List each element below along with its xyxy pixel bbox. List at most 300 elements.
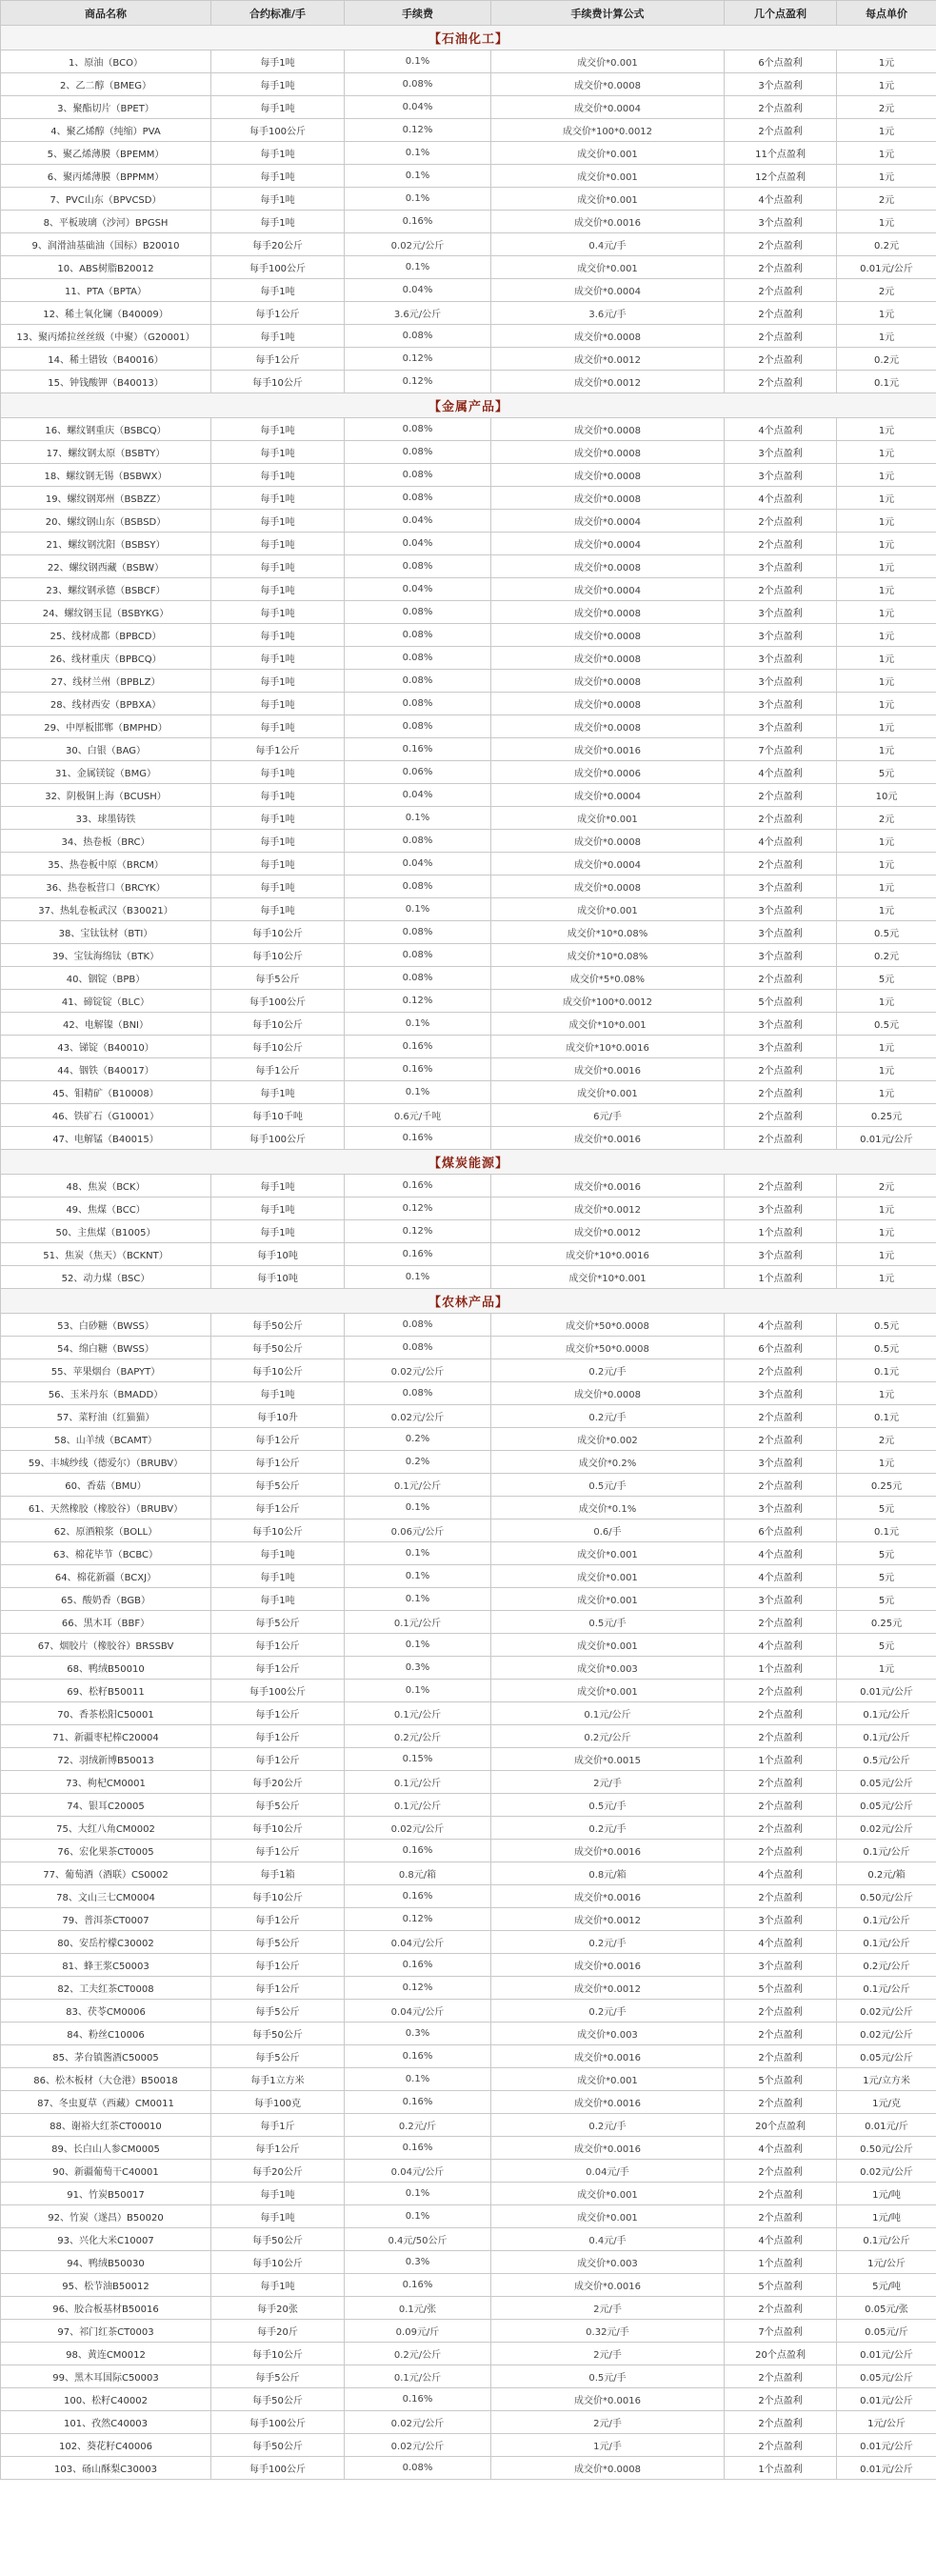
fee-cell: 0.08% [345, 647, 491, 670]
fee-formula-cell: 1元/手 [491, 2434, 725, 2457]
fee-cell: 0.2元/公斤 [345, 1725, 491, 1748]
table-row [1, 2297, 936, 2320]
product-name-cell: 34、热卷板（BRC） [1, 830, 211, 853]
product-name-cell: 71、新疆枣杞棒C20004 [1, 1725, 211, 1748]
fee-formula-cell: 成交价*0.0008 [491, 670, 725, 693]
product-name-cell: 5、聚乙烯薄膜（BPEMM） [1, 142, 211, 165]
unit-price-cell: 1元 [837, 418, 936, 441]
table-row [1, 2365, 936, 2388]
unit-price-cell: 1元 [837, 1657, 936, 1680]
fee-cell: 0.16% [345, 1058, 491, 1081]
fee-formula-cell: 0.2元/手 [491, 1405, 725, 1428]
contract-standard-cell: 每手1吨 [211, 1175, 345, 1197]
fee-formula-cell: 成交价*0.0008 [491, 830, 725, 853]
profit-points-cell: 3个点盈利 [725, 898, 837, 921]
fee-cell: 0.02元/公斤 [345, 233, 491, 256]
fee-formula-cell: 成交价*10*0.001 [491, 1013, 725, 1036]
fee-cell: 0.6元/千吨 [345, 1104, 491, 1127]
fee-formula-cell: 成交价*0.0008 [491, 715, 725, 738]
unit-price-cell: 0.02元/公斤 [837, 2160, 936, 2183]
product-name-cell: 60、香菇（BMU） [1, 1474, 211, 1497]
contract-standard-cell: 每手100公斤 [211, 2411, 345, 2434]
contract-standard-cell: 每手1吨 [211, 1197, 345, 1220]
fee-cell: 0.1% [345, 1081, 491, 1104]
profit-points-cell: 2个点盈利 [725, 1794, 837, 1817]
fee-cell: 0.08% [345, 1314, 491, 1337]
unit-price-cell: 0.1元/公斤 [837, 1702, 936, 1725]
fee-cell: 0.08% [345, 693, 491, 715]
product-name-cell: 86、松木板材（大仓港）B50018 [1, 2068, 211, 2091]
product-name-cell: 90、新疆葡萄干C40001 [1, 2160, 211, 2183]
profit-points-cell: 4个点盈利 [725, 1314, 837, 1337]
product-name-cell: 32、阴极铜上海（BCUSH） [1, 784, 211, 807]
table-row [1, 1977, 936, 2000]
table-row [1, 853, 936, 875]
contract-standard-cell: 每手10公斤 [211, 1885, 345, 1908]
profit-points-cell: 3个点盈利 [725, 1588, 837, 1611]
table-row [1, 441, 936, 464]
contract-standard-cell: 每手50公斤 [211, 2434, 345, 2457]
fee-cell: 0.1% [345, 1634, 491, 1657]
product-name-cell: 13、聚丙烯拉丝丝级（中聚）（G20001） [1, 325, 211, 348]
product-name-cell: 53、白砂糖（BWSS） [1, 1314, 211, 1337]
fee-formula-cell: 成交价*0.001 [491, 142, 725, 165]
contract-standard-cell: 每手1斤 [211, 2114, 345, 2137]
unit-price-cell: 1元 [837, 1081, 936, 1104]
contract-standard-cell: 每手1吨 [211, 1081, 345, 1104]
unit-price-cell: 5元 [837, 1565, 936, 1588]
table-row [1, 1243, 936, 1266]
product-name-cell: 9、润滑油基础油（国标）B20010 [1, 233, 211, 256]
fee-cell: 0.1% [345, 1680, 491, 1702]
contract-standard-cell: 每手1吨 [211, 165, 345, 188]
contract-standard-cell: 每手100公斤 [211, 1127, 345, 1150]
fee-formula-cell: 成交价*0.0008 [491, 1382, 725, 1405]
unit-price-cell: 1元 [837, 670, 936, 693]
fee-cell: 0.04% [345, 578, 491, 601]
contract-standard-cell: 每手1立方米 [211, 2068, 345, 2091]
fee-cell: 0.08% [345, 555, 491, 578]
product-name-cell: 8、平板玻璃（沙河）BPGSH [1, 211, 211, 233]
product-name-cell: 18、螺纹钢无锡（BSBWX） [1, 464, 211, 487]
contract-standard-cell: 每手1吨 [211, 188, 345, 211]
fee-cell: 0.1元/张 [345, 2297, 491, 2320]
profit-points-cell: 6个点盈利 [725, 50, 837, 73]
fee-formula-cell: 成交价*100*0.0012 [491, 119, 725, 142]
product-name-cell: 89、长白山人参CM0005 [1, 2137, 211, 2160]
unit-price-cell: 2元 [837, 1428, 936, 1451]
contract-standard-cell: 每手1公斤 [211, 1725, 345, 1748]
table-row [1, 418, 936, 441]
table-row [1, 371, 936, 393]
unit-price-cell: 0.50元/公斤 [837, 2137, 936, 2160]
table-row [1, 2160, 936, 2183]
profit-points-cell: 3个点盈利 [725, 1954, 837, 1977]
table-row [1, 1519, 936, 1542]
product-name-cell: 23、螺纹钢承德（BSBCF） [1, 578, 211, 601]
unit-price-cell: 0.2元 [837, 233, 936, 256]
contract-standard-cell: 每手1公斤 [211, 1657, 345, 1680]
unit-price-cell: 0.5元 [837, 1013, 936, 1036]
fee-cell: 0.02元/公斤 [345, 1359, 491, 1382]
fee-formula-cell: 成交价*0.001 [491, 1542, 725, 1565]
table-row [1, 967, 936, 990]
contract-standard-cell: 每手100公斤 [211, 2457, 345, 2480]
fee-formula-cell: 成交价*0.0008 [491, 418, 725, 441]
contract-standard-cell: 每手1公斤 [211, 302, 345, 325]
fee-cell: 0.1元/公斤 [345, 1702, 491, 1725]
table-row [1, 1725, 936, 1748]
product-name-cell: 64、棉花新疆（BCXJ） [1, 1565, 211, 1588]
fee-formula-cell: 成交价*0.0016 [491, 211, 725, 233]
profit-points-cell: 3个点盈利 [725, 1451, 837, 1474]
table-row [1, 165, 936, 188]
unit-price-cell: 1元 [837, 73, 936, 96]
profit-points-cell: 2个点盈利 [725, 371, 837, 393]
unit-price-cell: 0.05元/张 [837, 2297, 936, 2320]
product-name-cell: 6、聚丙烯薄膜（BPPMM） [1, 165, 211, 188]
fee-cell: 0.08% [345, 830, 491, 853]
product-name-cell: 74、银耳C20005 [1, 1794, 211, 1817]
product-name-cell: 36、热卷板营口（BRCYK） [1, 875, 211, 898]
fee-cell: 0.08% [345, 1382, 491, 1405]
product-name-cell: 95、松节油B50012 [1, 2274, 211, 2297]
fee-formula-cell: 成交价*0.002 [491, 1428, 725, 1451]
fee-cell: 0.12% [345, 1908, 491, 1931]
table-row [1, 1862, 936, 1885]
fee-formula-cell: 成交价*0.0004 [491, 784, 725, 807]
fee-formula-cell: 成交价*0.0016 [491, 1885, 725, 1908]
unit-price-cell: 1元 [837, 1243, 936, 1266]
contract-standard-cell: 每手5公斤 [211, 1931, 345, 1954]
profit-points-cell: 7个点盈利 [725, 738, 837, 761]
product-name-cell: 75、大红八角CM0002 [1, 1817, 211, 1840]
fee-cell: 0.1% [345, 807, 491, 830]
unit-price-cell: 0.01元/公斤 [837, 2434, 936, 2457]
table-row [1, 2045, 936, 2068]
fee-formula-cell: 成交价*0.0008 [491, 555, 725, 578]
product-name-cell: 29、中厚板邯郸（BMPHD） [1, 715, 211, 738]
product-name-cell: 46、铁矿石（G10001） [1, 1104, 211, 1127]
fee-cell: 0.8元/箱 [345, 1862, 491, 1885]
fee-formula-cell: 成交价*0.001 [491, 188, 725, 211]
fee-formula-cell: 成交价*0.001 [491, 165, 725, 188]
unit-price-cell: 0.01元/公斤 [837, 1680, 936, 1702]
product-name-cell: 11、PTA（BPTA） [1, 279, 211, 302]
product-name-cell: 99、黑木耳国际C50003 [1, 2365, 211, 2388]
unit-price-cell: 1元/立方米 [837, 2068, 936, 2091]
contract-standard-cell: 每手50公斤 [211, 2388, 345, 2411]
table-row [1, 211, 936, 233]
profit-points-cell: 2个点盈利 [725, 1428, 837, 1451]
fee-formula-cell: 成交价*10*0.001 [491, 1266, 725, 1289]
product-name-cell: 96、胶合板基材B50016 [1, 2297, 211, 2320]
table-row [1, 1497, 936, 1519]
table-row [1, 96, 936, 119]
product-name-cell: 91、竹炭B50017 [1, 2183, 211, 2205]
unit-price-cell: 0.2元/公斤 [837, 1954, 936, 1977]
table-row [1, 510, 936, 533]
product-name-cell: 59、丰城纱线（德爱尔）（BRUBV） [1, 1451, 211, 1474]
unit-price-cell: 0.5元/公斤 [837, 1748, 936, 1771]
profit-points-cell: 4个点盈利 [725, 418, 837, 441]
table-row [1, 555, 936, 578]
unit-price-cell: 1元 [837, 647, 936, 670]
contract-standard-cell: 每手10升 [211, 1405, 345, 1428]
contract-standard-cell: 每手20公斤 [211, 233, 345, 256]
product-name-cell: 103、砀山酥梨C30003 [1, 2457, 211, 2480]
table-row [1, 1474, 936, 1497]
fee-cell: 3.6元/公斤 [345, 302, 491, 325]
product-name-cell: 56、玉米丹东（BMADD） [1, 1382, 211, 1405]
table-row [1, 898, 936, 921]
fee-formula-cell: 成交价*0.001 [491, 1588, 725, 1611]
contract-standard-cell: 每手1吨 [211, 487, 345, 510]
contract-standard-cell: 每手1吨 [211, 325, 345, 348]
contract-standard-cell: 每手1吨 [211, 211, 345, 233]
product-name-cell: 66、黑木耳（BBF） [1, 1611, 211, 1634]
fee-cell: 0.08% [345, 601, 491, 624]
product-name-cell: 67、烟胶片（橡胶谷）BRSSBV [1, 1634, 211, 1657]
profit-points-cell: 2个点盈利 [725, 1680, 837, 1702]
profit-points-cell: 5个点盈利 [725, 2274, 837, 2297]
unit-price-cell: 0.25元 [837, 1104, 936, 1127]
unit-price-cell: 1元 [837, 441, 936, 464]
contract-standard-cell: 每手5公斤 [211, 967, 345, 990]
fee-formula-cell: 成交价*0.001 [491, 2068, 725, 2091]
table-row [1, 1104, 936, 1127]
contract-standard-cell: 每手1吨 [211, 418, 345, 441]
contract-standard-cell: 每手20斤 [211, 2320, 345, 2343]
unit-price-cell: 0.01元/公斤 [837, 1127, 936, 1150]
fee-formula-cell: 成交价*0.0016 [491, 2045, 725, 2068]
fee-cell: 0.08% [345, 944, 491, 967]
profit-points-cell: 2个点盈利 [725, 348, 837, 371]
table-row [1, 233, 936, 256]
contract-standard-cell: 每手10公斤 [211, 2343, 345, 2365]
table-row [1, 1220, 936, 1243]
contract-standard-cell: 每手1吨 [211, 1220, 345, 1243]
fee-cell: 0.1% [345, 2183, 491, 2205]
table-row [1, 1036, 936, 1058]
fee-cell: 0.1元/公斤 [345, 1771, 491, 1794]
table-row [1, 830, 936, 853]
fee-cell: 0.08% [345, 1337, 491, 1359]
unit-price-cell: 1元 [837, 1266, 936, 1289]
contract-standard-cell: 每手10公斤 [211, 921, 345, 944]
unit-price-cell: 0.05元/公斤 [837, 1794, 936, 1817]
contract-standard-cell: 每手1箱 [211, 1862, 345, 1885]
header-row [1, 1, 936, 26]
fee-formula-cell: 成交价*0.0004 [491, 853, 725, 875]
contract-standard-cell: 每手1公斤 [211, 1451, 345, 1474]
table-row [1, 2411, 936, 2434]
contract-standard-cell: 每手1吨 [211, 853, 345, 875]
fee-formula-cell: 成交价*0.0008 [491, 647, 725, 670]
profit-points-cell: 4个点盈利 [725, 487, 837, 510]
product-name-cell: 20、螺纹钢山东（BSBSD） [1, 510, 211, 533]
profit-points-cell: 4个点盈利 [725, 2228, 837, 2251]
product-name-cell: 17、螺纹钢太原（BSBTY） [1, 441, 211, 464]
unit-price-cell: 0.1元/公斤 [837, 2228, 936, 2251]
unit-price-cell: 1元 [837, 853, 936, 875]
fee-formula-cell: 成交价*0.0016 [491, 2091, 725, 2114]
contract-standard-cell: 每手1吨 [211, 693, 345, 715]
product-name-cell: 47、电解锰（B40015） [1, 1127, 211, 1150]
contract-standard-cell: 每手1吨 [211, 142, 345, 165]
unit-price-cell: 1元 [837, 990, 936, 1013]
product-name-cell: 77、葡萄酒（酒联）CS0002 [1, 1862, 211, 1885]
profit-points-cell: 2个点盈利 [725, 1474, 837, 1497]
fee-cell: 0.16% [345, 1840, 491, 1862]
profit-points-cell: 2个点盈利 [725, 1359, 837, 1382]
contract-standard-cell: 每手10公斤 [211, 1359, 345, 1382]
profit-points-cell: 2个点盈利 [725, 325, 837, 348]
profit-points-cell: 2个点盈利 [725, 1611, 837, 1634]
fee-cell: 0.15% [345, 1748, 491, 1771]
fee-formula-cell: 3.6元/手 [491, 302, 725, 325]
fee-cell: 0.1% [345, 256, 491, 279]
product-name-cell: 81、蜂王浆C50003 [1, 1954, 211, 1977]
fee-formula-cell: 成交价*0.0008 [491, 875, 725, 898]
unit-price-cell: 0.5元 [837, 1314, 936, 1337]
fee-formula-cell: 成交价*0.0008 [491, 487, 725, 510]
fee-formula-cell: 成交价*0.0016 [491, 2137, 725, 2160]
unit-price-cell: 0.50元/公斤 [837, 1885, 936, 1908]
contract-standard-cell: 每手20公斤 [211, 1771, 345, 1794]
table-row [1, 715, 936, 738]
profit-points-cell: 4个点盈利 [725, 830, 837, 853]
fee-formula-cell: 2元/手 [491, 2343, 725, 2365]
fee-cell: 0.04% [345, 510, 491, 533]
unit-price-cell: 0.05元/斤 [837, 2320, 936, 2343]
unit-price-cell: 1元 [837, 693, 936, 715]
fee-cell: 0.08% [345, 73, 491, 96]
unit-price-cell: 0.1元/公斤 [837, 1908, 936, 1931]
fee-formula-cell: 成交价*100*0.0012 [491, 990, 725, 1013]
unit-price-cell: 0.5元 [837, 921, 936, 944]
profit-points-cell: 2个点盈利 [725, 2434, 837, 2457]
contract-standard-cell: 每手5公斤 [211, 1611, 345, 1634]
table-row [1, 533, 936, 555]
fee-formula-cell: 成交价*5*0.08% [491, 967, 725, 990]
unit-price-cell: 0.02元/公斤 [837, 2023, 936, 2045]
fee-formula-cell: 成交价*0.0016 [491, 738, 725, 761]
table-row [1, 256, 936, 279]
product-name-cell: 93、兴化大米C10007 [1, 2228, 211, 2251]
profit-points-cell: 3个点盈利 [725, 1497, 837, 1519]
contract-standard-cell: 每手1公斤 [211, 1428, 345, 1451]
fee-formula-cell: 成交价*10*0.0016 [491, 1243, 725, 1266]
product-name-cell: 48、焦炭（BCK） [1, 1175, 211, 1197]
fee-formula-cell: 成交价*50*0.0008 [491, 1337, 725, 1359]
contract-standard-cell: 每手1公斤 [211, 1702, 345, 1725]
fee-cell: 0.16% [345, 2388, 491, 2411]
profit-points-cell: 3个点盈利 [725, 624, 837, 647]
contract-standard-cell: 每手1吨 [211, 578, 345, 601]
product-name-cell: 43、锑锭（B40010） [1, 1036, 211, 1058]
table-row [1, 1840, 936, 1862]
table-row [1, 2388, 936, 2411]
fee-formula-cell: 成交价*0.0004 [491, 578, 725, 601]
product-name-cell: 100、松籽C40002 [1, 2388, 211, 2411]
fee-cell: 0.12% [345, 990, 491, 1013]
contract-standard-cell: 每手10公斤 [211, 1817, 345, 1840]
unit-price-cell: 1元 [837, 302, 936, 325]
contract-standard-cell: 每手1吨 [211, 96, 345, 119]
profit-points-cell: 2个点盈利 [725, 2411, 837, 2434]
fee-formula-cell: 成交价*0.001 [491, 1081, 725, 1104]
table-row [1, 50, 936, 73]
unit-price-cell: 0.1元/公斤 [837, 1931, 936, 1954]
contract-standard-cell: 每手1吨 [211, 898, 345, 921]
table-row [1, 1127, 936, 1150]
profit-points-cell: 4个点盈利 [725, 761, 837, 784]
fee-formula-cell: 成交价*0.0006 [491, 761, 725, 784]
section-header-row [1, 393, 936, 418]
section-header-row [1, 1289, 936, 1314]
profit-points-cell: 2个点盈利 [725, 1725, 837, 1748]
contract-standard-cell: 每手1公斤 [211, 1058, 345, 1081]
contract-standard-cell: 每手1吨 [211, 715, 345, 738]
fee-cell: 0.08% [345, 487, 491, 510]
profit-points-cell: 2个点盈利 [725, 279, 837, 302]
product-name-cell: 78、文山三七CM0004 [1, 1885, 211, 1908]
table-row [1, 2434, 936, 2457]
fee-cell: 0.02元/公斤 [345, 1405, 491, 1428]
fee-cell: 0.06元/公斤 [345, 1519, 491, 1542]
table-row [1, 1931, 936, 1954]
table-row [1, 2320, 936, 2343]
product-name-cell: 61、天然橡胶（橡胶谷）（BRUBV） [1, 1497, 211, 1519]
product-name-cell: 69、松籽B50011 [1, 1680, 211, 1702]
profit-points-cell: 20个点盈利 [725, 2343, 837, 2365]
fee-formula-cell: 6元/手 [491, 1104, 725, 1127]
table-row [1, 1542, 936, 1565]
unit-price-cell: 1元 [837, 142, 936, 165]
fee-formula-cell: 0.8元/箱 [491, 1862, 725, 1885]
contract-standard-cell: 每手1吨 [211, 441, 345, 464]
profit-points-cell: 2个点盈利 [725, 807, 837, 830]
contract-standard-cell: 每手1吨 [211, 279, 345, 302]
unit-price-cell: 1元 [837, 830, 936, 853]
product-name-cell: 58、山羊绒（BCAMT） [1, 1428, 211, 1451]
fee-formula-cell: 2元/手 [491, 2297, 725, 2320]
profit-points-cell: 3个点盈利 [725, 1243, 837, 1266]
contract-standard-cell: 每手1吨 [211, 555, 345, 578]
product-name-cell: 72、羽绒新博B50013 [1, 1748, 211, 1771]
table-row [1, 1175, 936, 1197]
fee-formula-cell: 成交价*0.0004 [491, 96, 725, 119]
fee-formula-cell: 0.2元/手 [491, 1931, 725, 1954]
profit-points-cell: 3个点盈利 [725, 1197, 837, 1220]
fee-cell: 0.06% [345, 761, 491, 784]
profit-points-cell: 4个点盈利 [725, 1565, 837, 1588]
profit-points-cell: 2个点盈利 [725, 1702, 837, 1725]
profit-points-cell: 2个点盈利 [725, 1104, 837, 1127]
product-name-cell: 22、螺纹钢西藏（BSBW） [1, 555, 211, 578]
table-row [1, 2228, 936, 2251]
fee-cell: 0.16% [345, 211, 491, 233]
profit-points-cell: 3个点盈利 [725, 921, 837, 944]
contract-standard-cell: 每手5公斤 [211, 2365, 345, 2388]
fee-cell: 0.08% [345, 464, 491, 487]
unit-price-cell: 1元 [837, 1382, 936, 1405]
table-row [1, 73, 936, 96]
product-name-cell: 52、动力煤（BSC） [1, 1266, 211, 1289]
fee-cell: 0.16% [345, 1885, 491, 1908]
profit-points-cell: 1个点盈利 [725, 1748, 837, 1771]
